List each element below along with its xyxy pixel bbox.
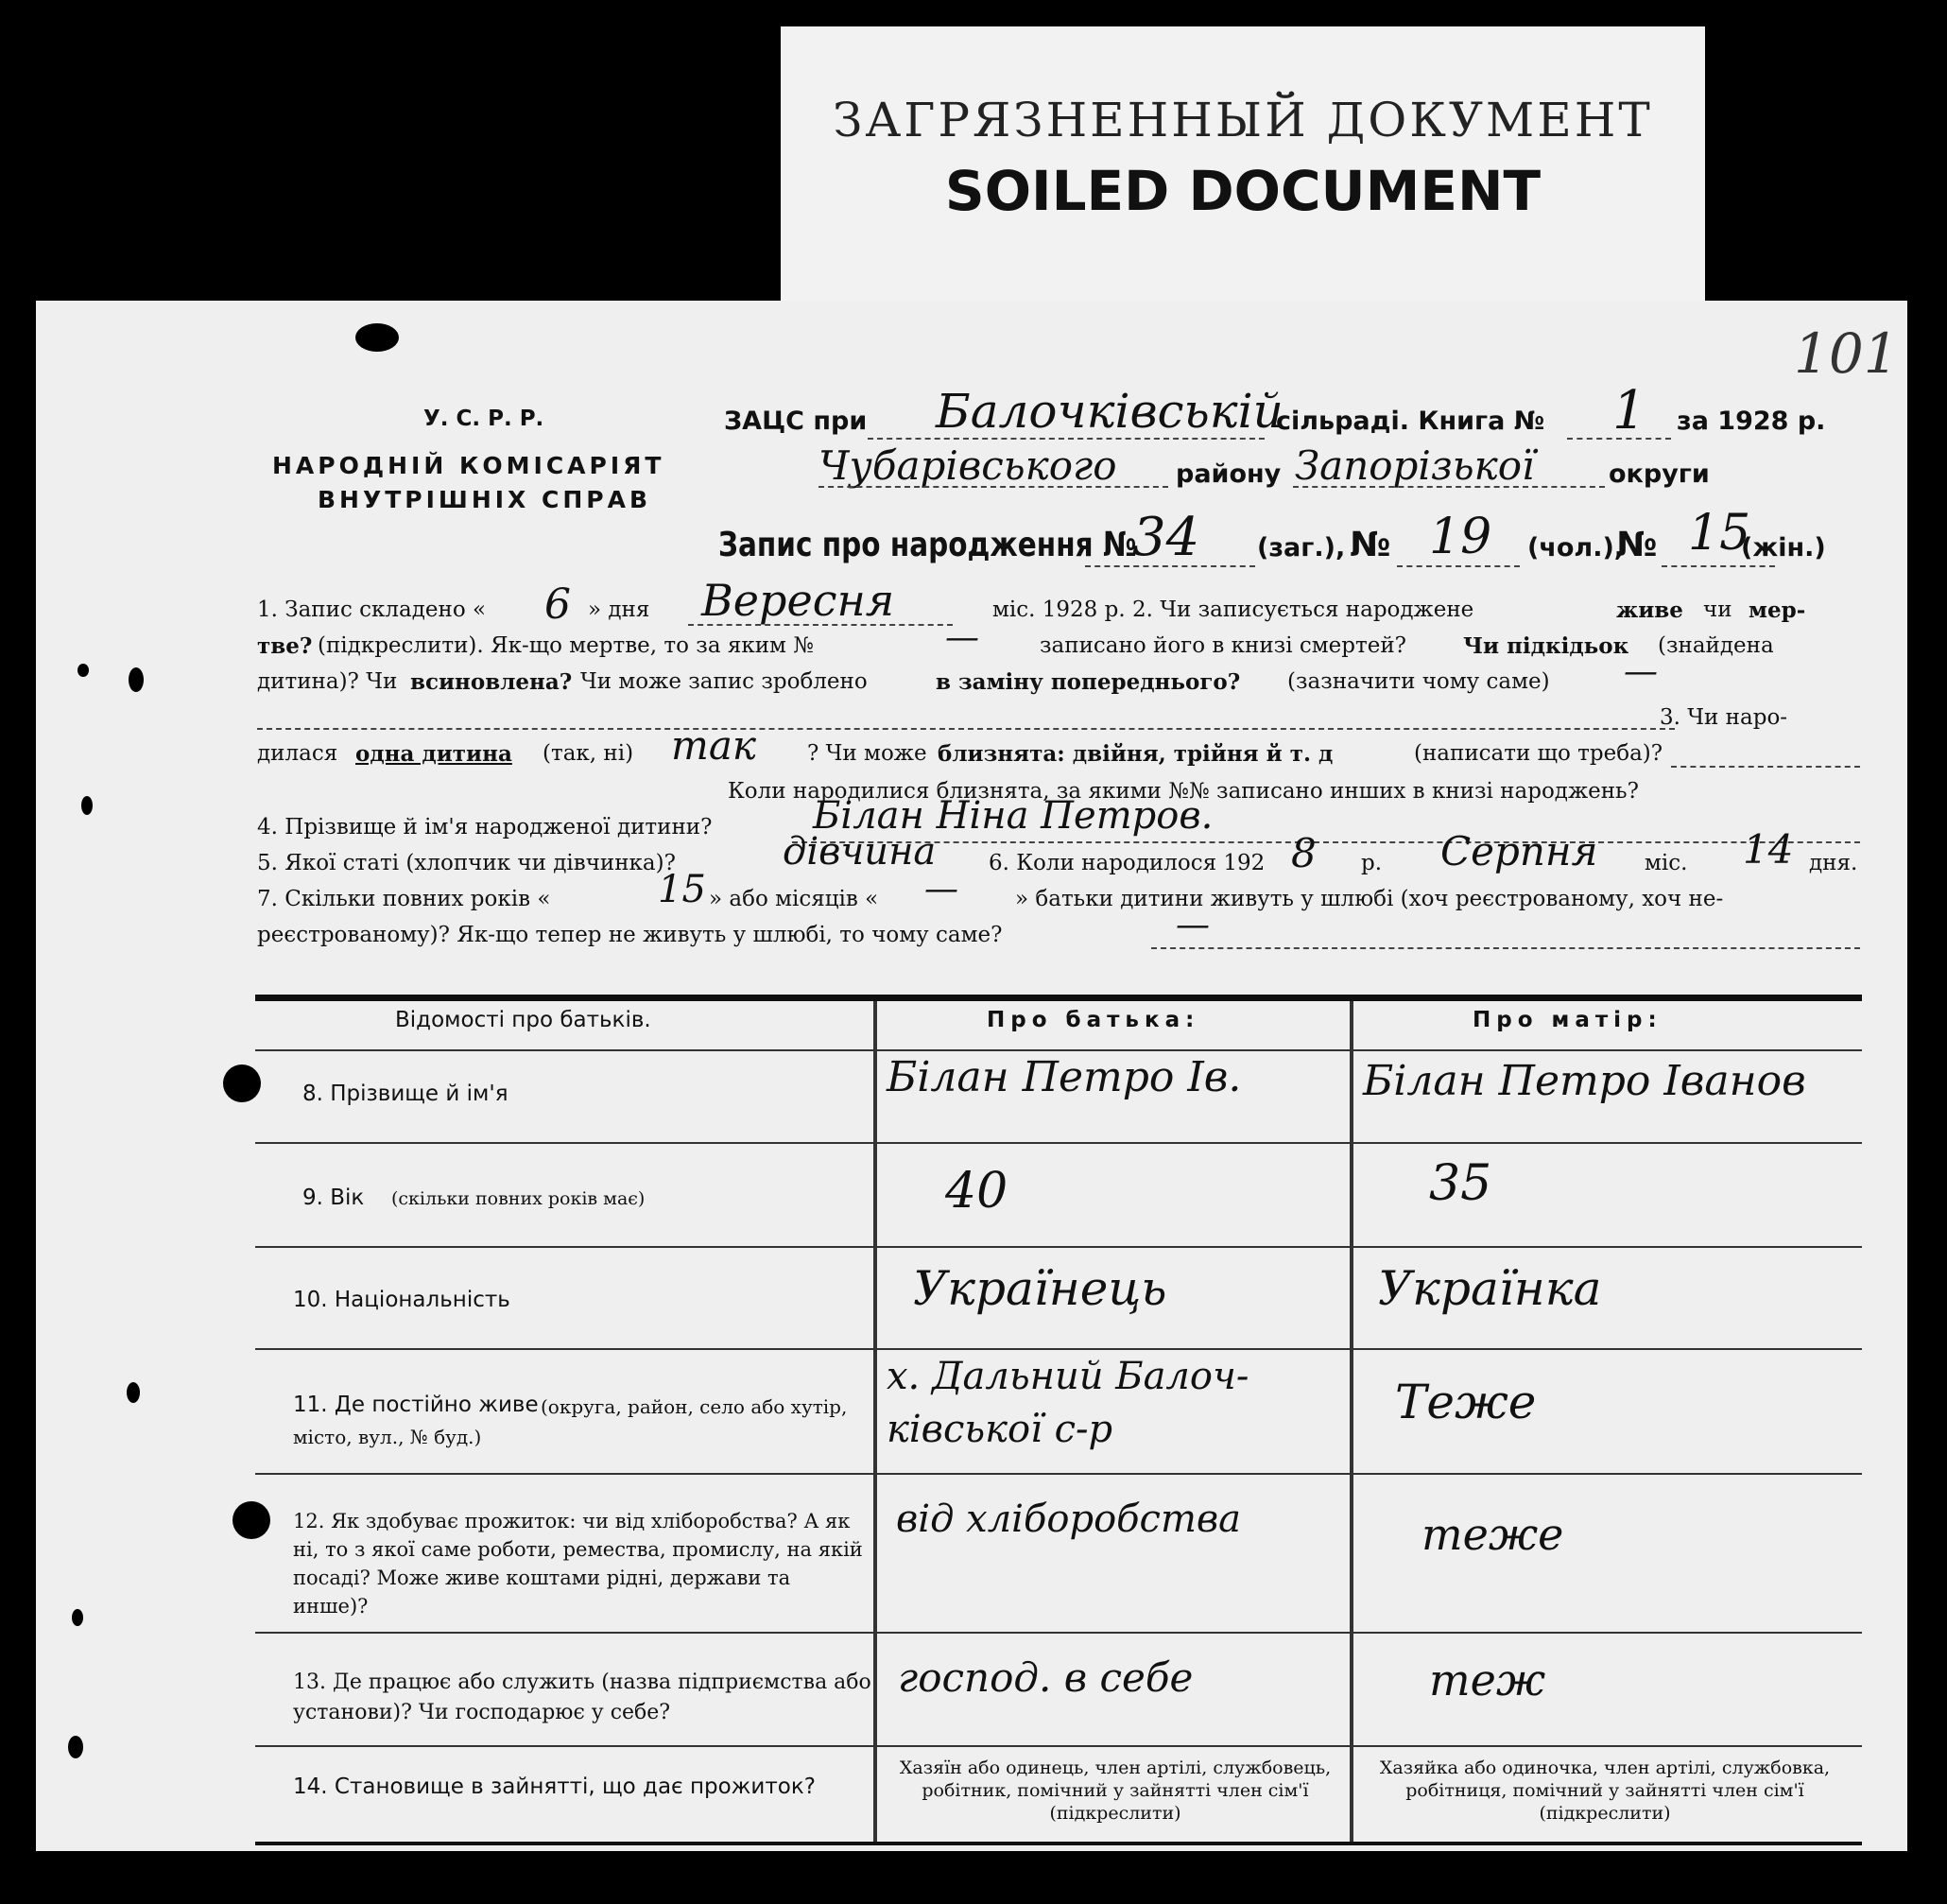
punch-hole: [68, 1736, 83, 1758]
row-label-text: 12. Як здобуває прожиток: чи від хліборобства? А як ні, то з якої саме роботи, ремества, промислу, на якій посаді? Може живе коштами рідні, держави та инше)?: [293, 1510, 863, 1618]
father-occupation-options: Хазяїн або одинець, член артілі, службовець, робітник, помічний у зайнятті член сім'ї (підкреслити): [899, 1757, 1332, 1824]
punch-hole: [78, 664, 89, 677]
mother-nationality: Українка: [1378, 1261, 1602, 1316]
mother-livelihood: теже: [1421, 1509, 1564, 1560]
q1-text-a: 1. Запис складено «: [257, 597, 487, 622]
row-label-text: 14. Становище в зайнятті, що дає прожиток?: [293, 1774, 816, 1799]
line6-text: Коли народилися близнята, за якими №№ записано инших в книзі народжень?: [728, 779, 1639, 804]
q1-text-d: чи: [1703, 597, 1732, 622]
row-rule: [255, 1142, 1862, 1144]
book-line: [1567, 438, 1671, 440]
punch-hole: [233, 1501, 270, 1539]
raion-line: [818, 486, 1168, 488]
commissariat-line1: НАРОДНІЙ КОМІСАРІЯТ: [272, 452, 665, 479]
mother-residence: Теже: [1395, 1375, 1537, 1429]
q1-alive: живе: [1616, 597, 1683, 623]
q7-months-value: —: [924, 870, 958, 909]
record-total-label: (заг.),: [1257, 533, 1346, 563]
line3-blank: [257, 728, 1675, 730]
birth-record-sheet: [36, 301, 1907, 1851]
zags-value: Балочківській: [936, 384, 1284, 439]
line3-value: —: [1624, 652, 1658, 691]
male-line: [1397, 565, 1520, 567]
line2-value: —: [945, 618, 979, 657]
q1-dead: мер-: [1749, 597, 1806, 623]
col-head-mother: Про матір:: [1473, 1008, 1663, 1032]
line4-text: 3. Чи наро-: [1660, 705, 1788, 730]
row-note-text: (округа, район, село або хутір, місто, вул., № буд.): [293, 1395, 848, 1448]
line3-text-c: (зазначити чому саме): [1287, 669, 1550, 694]
row-label: [293, 1772, 851, 1802]
father-livelihood: від хліборобства: [896, 1497, 1242, 1541]
line2-text-b: (підкреслити). Як-що мертве, то за яким №: [318, 633, 815, 658]
line2-text-d: (знайдена: [1658, 633, 1774, 658]
line5-text-b: (так, ні): [543, 741, 634, 766]
soiled-document-notice: [781, 26, 1705, 310]
line2-text-c: записано його в книзі смертей?: [1040, 633, 1406, 658]
q6-month-value: Серпня: [1440, 828, 1598, 874]
line2-dead: тве?: [257, 633, 313, 659]
father-name: Білан Петро Ів.: [887, 1053, 1242, 1101]
book-value: 1: [1612, 380, 1646, 441]
father-age: 40: [945, 1163, 1008, 1220]
line5-text-a: дилася: [257, 741, 338, 766]
q6-day-value: 14: [1743, 826, 1794, 873]
q7-text-d: реєстрованому)? Як-що тепер не живуть у шлюбі, то чому саме?: [257, 923, 1003, 947]
raion-label: району: [1176, 459, 1282, 489]
q1-month-value: Вересня: [701, 575, 895, 626]
record-female-label: (жін.): [1741, 533, 1826, 563]
q6-label: 6. Коли народилося 192: [989, 851, 1266, 875]
row-label-text: 13. Де працює або служить: [293, 1670, 595, 1694]
q7-text-a: 7. Скільки повних років «: [257, 887, 551, 911]
father-nationality: Українець: [913, 1261, 1167, 1316]
q6-mis: міс.: [1645, 851, 1688, 875]
row-rule: [255, 1473, 1862, 1475]
row-rule: [255, 1745, 1862, 1747]
row-note: [293, 1392, 870, 1452]
row-note: (скільки повних років має): [391, 1188, 646, 1209]
q1-month-line: [688, 624, 953, 626]
col-head-label: Відомості про батьків.: [395, 1008, 651, 1032]
q7-value: —: [1176, 906, 1210, 944]
okruga-line: [1293, 486, 1605, 488]
table-col-divider-2: [1350, 1001, 1353, 1843]
notice-english: SOILED DOCUMENT: [944, 159, 1542, 223]
mother-workplace: теж: [1429, 1654, 1546, 1705]
record-male-label: (чол.),: [1527, 533, 1625, 563]
zags-label: ЗАЦС при: [724, 407, 868, 436]
father-residence: х. Дальний Балоч- ківської с-р: [887, 1355, 1249, 1451]
father-workplace: господ. в себе: [898, 1654, 1194, 1701]
col-head-father: Про батька:: [987, 1008, 1200, 1032]
q4-value: Білан Ніна Петров.: [813, 794, 1214, 838]
line5-twins: близнята: двійня, трійня й т. д: [938, 741, 1334, 767]
q7-text-b: » або місяців «: [709, 887, 879, 911]
q4-label: 4. Прізвище й ім'я народженої дитини?: [257, 815, 713, 839]
q6-year-value: 8: [1291, 830, 1317, 876]
row-label: [293, 1668, 879, 1728]
q5-value: дівчина: [783, 830, 937, 874]
line3-text-a: дитина)? Чи: [257, 669, 398, 694]
q1-text-c: міс. 1928 р. 2. Чи записується народжене: [992, 597, 1474, 622]
table-bottom-rule: [255, 1842, 1862, 1845]
commissariat-line2: ВНУТРІШНІХ СПРАВ: [318, 486, 652, 513]
punch-hole: [72, 1609, 83, 1626]
q7-text-c: » батьки дитини живуть у шлюбі (хоч реєстрованому, хоч не-: [1015, 887, 1724, 911]
notice-russian: ЗАГРЯЗНЕННЫЙ ДОКУМЕНТ: [833, 93, 1653, 147]
record-female-value: 15: [1688, 505, 1751, 562]
punch-hole: [81, 796, 93, 815]
okruga-value: Запорізької: [1295, 442, 1535, 489]
mother-name: Білан Петро Іванов: [1363, 1057, 1806, 1105]
table-head-rule: [255, 1049, 1862, 1051]
table-top-rule: [255, 995, 1862, 1001]
mother-age: 35: [1429, 1155, 1492, 1212]
year-label: за 1928 р.: [1677, 407, 1826, 436]
line5-one-child: одна дитина: [355, 741, 512, 767]
record-male-value: 19: [1429, 509, 1492, 565]
punch-hole: [127, 1382, 140, 1403]
row-label-text: 11. Де постійно живе: [293, 1393, 539, 1417]
punch-hole: [223, 1065, 261, 1102]
line5-blank: [1671, 766, 1860, 768]
row-label: [293, 1507, 870, 1620]
q6-dnia: дня.: [1809, 851, 1858, 875]
line3-adopted: всиновлена?: [410, 669, 573, 695]
record-no-2: №: [1350, 526, 1391, 564]
raion-value: Чубарівського: [818, 442, 1117, 489]
page-number: 101: [1794, 321, 1899, 386]
q6-r: р.: [1361, 851, 1383, 875]
line5-text-c: ? Чи може: [807, 741, 927, 766]
record-title: Запис про народження №: [718, 526, 1137, 564]
mother-occupation-options: Хазяйка або одиночка, член артілі, службовка, робітниця, помічний у зайнятті член сім'ї (підкреслити): [1379, 1757, 1831, 1824]
line2-found: Чи підкідьок: [1463, 633, 1629, 659]
q4-line: [792, 841, 1860, 843]
q1-day-value: 6: [544, 580, 571, 629]
okruga-label: округи: [1609, 459, 1710, 489]
female-line: [1662, 565, 1775, 567]
line3-replace: в заміну попереднього?: [936, 669, 1241, 695]
record-no-3: №: [1616, 526, 1658, 564]
punch-hole: [129, 667, 144, 692]
row-label: 8. Прізвище й ім'я: [302, 1082, 508, 1106]
row-rule: [255, 1246, 1862, 1248]
row-label: 10. Національність: [293, 1288, 510, 1312]
line5-value: так: [671, 722, 756, 769]
total-line: [1085, 565, 1255, 567]
q1-text-b: » дня: [588, 597, 650, 622]
line5-text-d: (написати що треба)?: [1414, 741, 1663, 766]
q7-line: [1151, 947, 1860, 949]
q7-years-value: 15: [658, 868, 706, 911]
q5-label: 5. Якої статі (хлопчик чи дівчинка)?: [257, 851, 676, 875]
row-label: 9. Вік: [302, 1186, 365, 1210]
record-total-value: 34: [1132, 507, 1200, 568]
row-rule: [255, 1632, 1862, 1634]
ussr-label: У. С. Р. Р.: [423, 407, 544, 431]
zags-line: [868, 438, 1265, 440]
silrada-label: сільраді. Книга №: [1276, 407, 1545, 436]
row-note-text: (назва підприємства або установи)? Чи господарює у себе?: [293, 1670, 871, 1724]
stain-mark: [355, 323, 399, 352]
line3-text-b: Чи може запис зроблено: [580, 669, 868, 694]
